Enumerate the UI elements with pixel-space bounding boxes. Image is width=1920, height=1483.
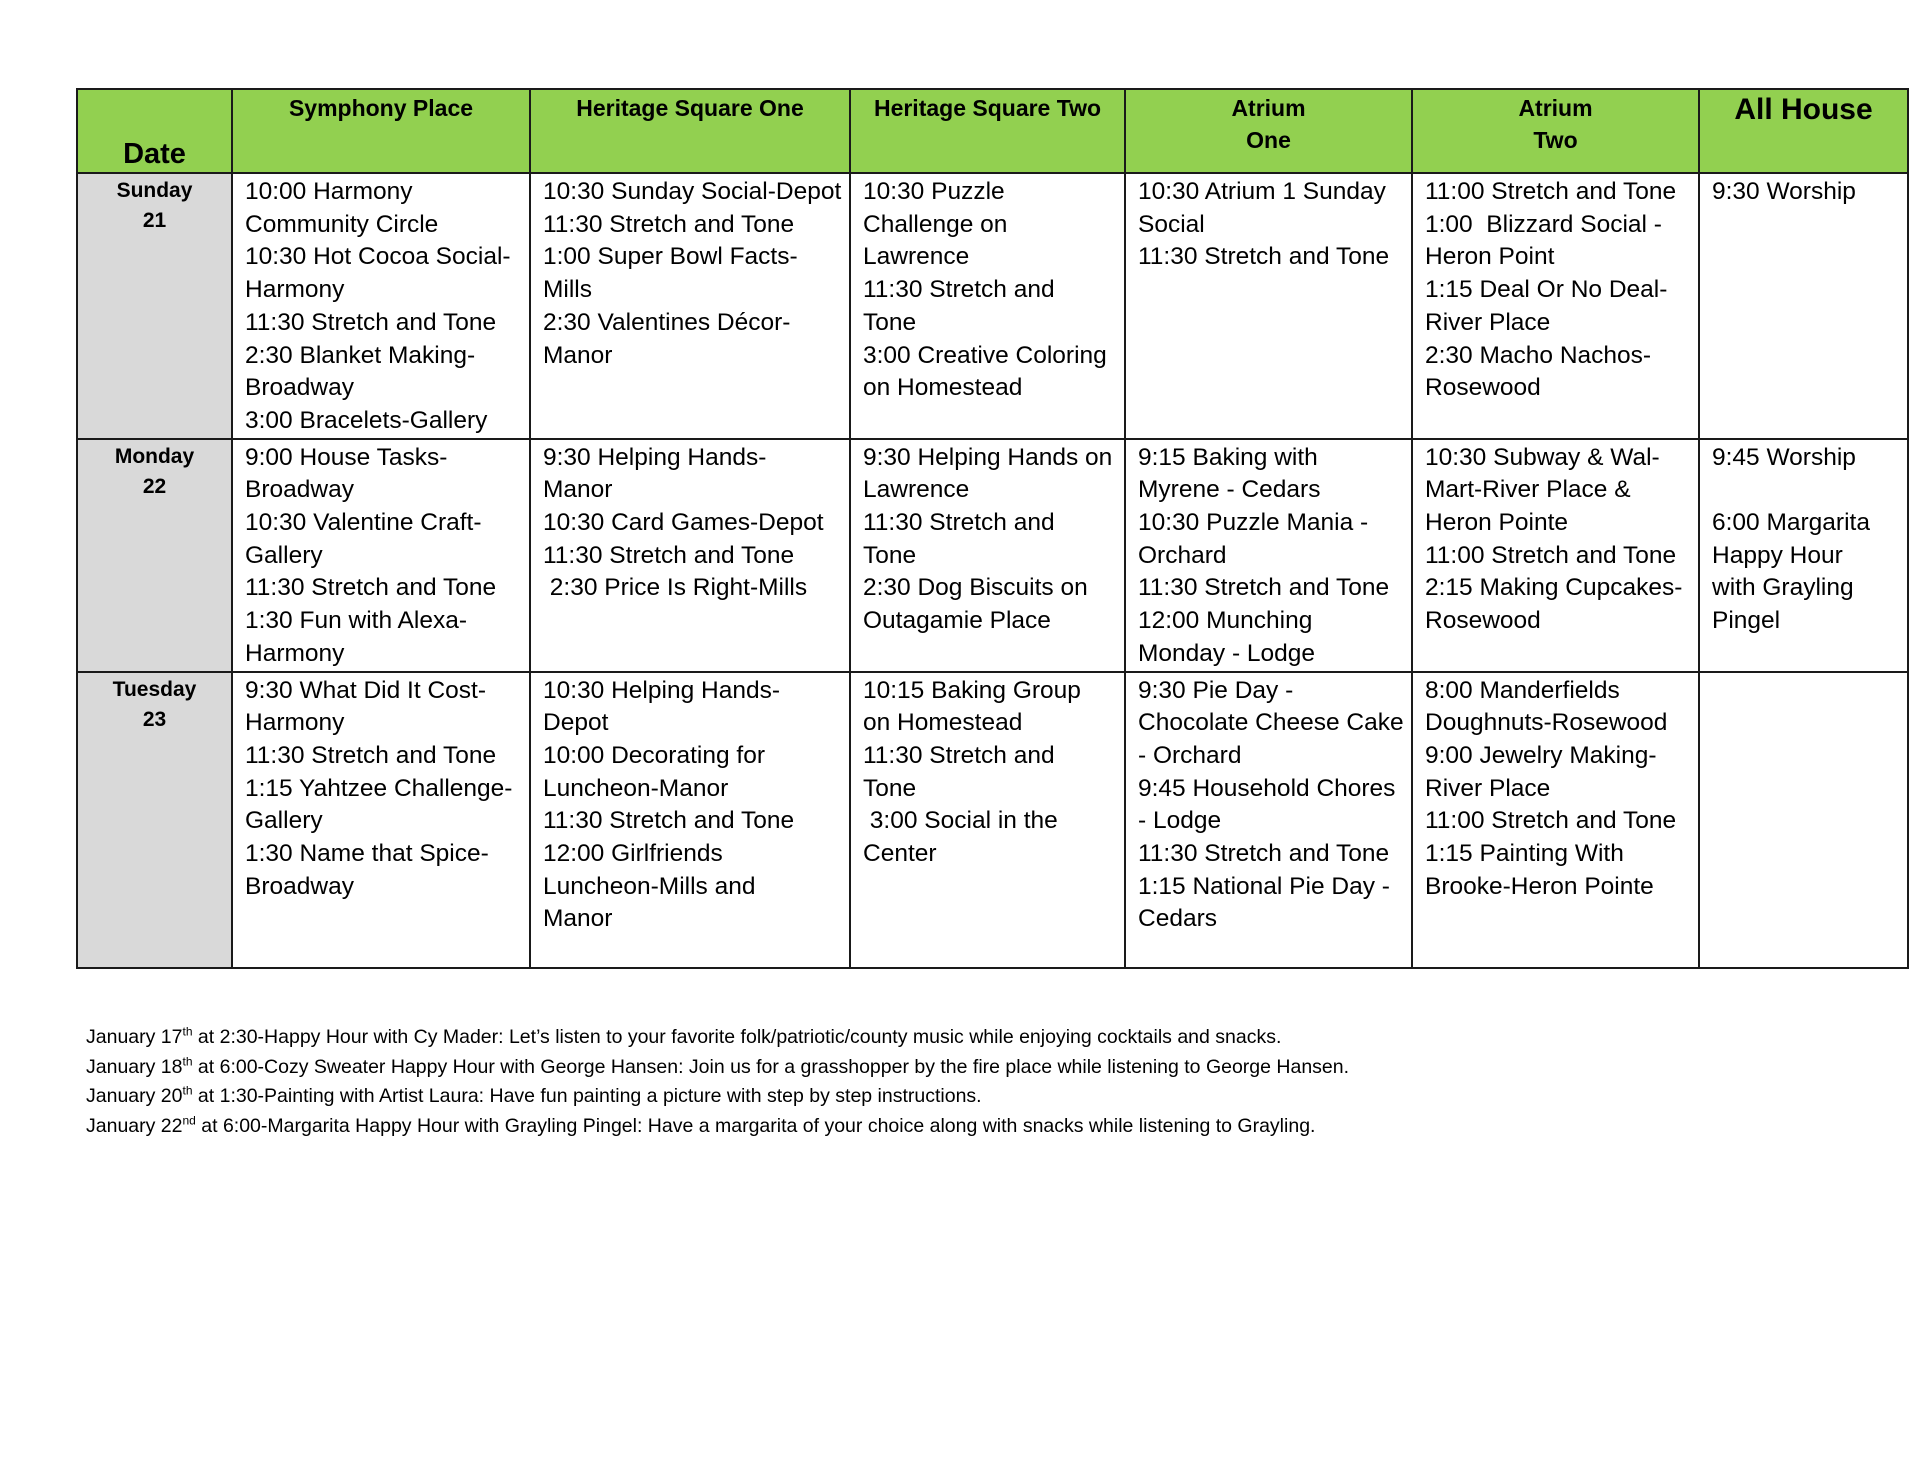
header-date: Date (77, 89, 232, 173)
event-line: Pingel (1712, 607, 1781, 635)
event-line: 11:30 Stretch and Tone (1138, 574, 1390, 602)
event-line: Doughnuts-Rosewood (1425, 709, 1668, 737)
date-cell (77, 672, 232, 968)
events-heritage-square-one (530, 439, 850, 672)
event-line: Monday - Lodge (1138, 639, 1316, 667)
day-number: 22 (142, 474, 167, 498)
header-all-house: All House (1699, 89, 1908, 173)
event-line: 11:30 Stretch and Tone (1138, 840, 1390, 868)
events-atrium-one (1125, 173, 1412, 439)
event-line: 1:15 Yahtzee Challenge- (245, 774, 513, 802)
event-line: 11:30 Stretch and Tone (245, 741, 497, 769)
event-line: 9:30 Helping Hands on (863, 443, 1113, 471)
note-line (86, 1112, 1886, 1142)
event-line: 10:30 Sunday Social-Depot (543, 178, 842, 205)
event-line: 2:30 Valentines Décor- (543, 308, 791, 336)
event-line: Lawrence (863, 476, 970, 504)
event-line: 11:30 Stretch and Tone (543, 807, 795, 835)
event-line: with Grayling (1712, 574, 1854, 602)
event-line: Manor (543, 476, 613, 504)
event-line: 11:30 Stretch and Tone (543, 210, 795, 238)
event-line: Broadway (245, 476, 354, 504)
event-line: 11:30 Stretch and Tone (543, 541, 795, 569)
events-atrium-two (1412, 173, 1699, 439)
event-line: 11:00 Stretch and Tone (1425, 541, 1677, 569)
day-row-monday (77, 439, 1908, 672)
event-line: Harmony (245, 639, 345, 667)
event-line: 10:00 Harmony (245, 178, 413, 205)
event-line: Manor (543, 905, 613, 933)
events-atrium-one (1125, 672, 1412, 968)
header-atrium-one: Atrium One (1125, 89, 1412, 173)
event-line: - Orchard (1138, 741, 1242, 769)
event-line: 9:30 What Did It Cost- (245, 676, 487, 704)
note-text: at 6:00-Cozy Sweater Happy Hour with George Hansen: Join us for a grasshopper by the fire place while listening to George Hansen. (192, 1055, 1350, 1078)
note-line (86, 1023, 1886, 1053)
events-atrium-one (1125, 439, 1412, 672)
note-line (86, 1053, 1886, 1083)
event-line: 2:30 Price Is Right-Mills (543, 574, 808, 602)
events-symphony-place (232, 173, 530, 439)
event-line: Harmony (245, 276, 345, 304)
event-line: 2:30 Macho Nachos- (1425, 341, 1652, 369)
note-ordinal: th (182, 1054, 193, 1068)
events-heritage-square-one (530, 173, 850, 439)
event-line: Gallery (245, 807, 323, 835)
event-line: 9:00 Jewelry Making- (1425, 741, 1657, 769)
note-ordinal: th (182, 1083, 193, 1098)
event-line: Chocolate Cheese Cake (1138, 709, 1404, 737)
event-line: 2:30 Dog Biscuits on (863, 574, 1088, 602)
event-line: River Place (1425, 308, 1551, 336)
blank-line (1712, 474, 1901, 507)
event-line: Outagamie Place (863, 607, 1051, 635)
events-atrium-two (1412, 439, 1699, 672)
event-line: 8:00 Manderfields (1425, 676, 1620, 704)
event-line: 12:00 Munching (1138, 607, 1313, 635)
event-line: Center (863, 840, 937, 868)
note-ordinal: nd (182, 1113, 196, 1127)
note-date: January 18 (86, 1055, 183, 1078)
events-heritage-square-two (850, 672, 1125, 968)
events-atrium-two (1412, 672, 1699, 968)
event-line: 9:30 Helping Hands- (543, 443, 767, 471)
event-line: River Place (1425, 774, 1551, 802)
event-line: Mills (543, 276, 592, 304)
event-line: 10:15 Baking Group (863, 676, 1081, 704)
event-line: Lawrence (863, 243, 970, 271)
event-line: Community Circle (245, 210, 439, 238)
event-line: Happy Hour (1712, 541, 1843, 569)
event-line: 3:00 Creative Coloring (863, 341, 1107, 369)
events-heritage-square-two (850, 173, 1125, 439)
event-line: 11:30 Stretch and (863, 276, 1055, 304)
event-line: Cedars (1138, 905, 1217, 933)
event-line: 1:30 Name that Spice- (245, 840, 489, 868)
events-symphony-place (232, 439, 530, 672)
day-number: 23 (142, 707, 167, 731)
event-line: 12:00 Girlfriends (543, 840, 723, 868)
event-line: Social (1138, 210, 1205, 238)
event-line: 1:00 Super Bowl Facts- (543, 243, 798, 271)
event-line: Depot (543, 709, 609, 737)
event-line: 1:15 Deal Or No Deal- (1425, 276, 1668, 304)
event-line: 11:00 Stretch and Tone (1425, 807, 1677, 835)
event-line: 10:30 Puzzle (863, 178, 1005, 205)
event-line: Tone (863, 774, 917, 802)
event-line: 11:30 Stretch and (863, 741, 1055, 769)
event-line: 1:30 Fun with Alexa- (245, 607, 467, 635)
event-line: Gallery (245, 541, 323, 569)
note-date: January 22 (86, 1114, 183, 1137)
event-line: 9:30 Worship (1712, 178, 1856, 205)
event-line: Challenge on (863, 210, 1008, 238)
event-line: on Homestead (863, 374, 1023, 402)
header-heritage-square-two: Heritage Square Two (850, 89, 1125, 173)
event-line: 11:30 Stretch and Tone (1138, 243, 1390, 271)
event-line: Myrene - Cedars (1138, 476, 1321, 504)
event-line: Luncheon-Manor (543, 774, 729, 802)
date-cell (77, 439, 232, 672)
event-line: 11:30 Stretch and Tone (245, 308, 497, 336)
header-atrium-two: Atrium Two (1412, 89, 1699, 173)
day-name: Monday (114, 444, 195, 468)
day-name: Tuesday (112, 677, 197, 701)
event-line: 9:00 House Tasks- (245, 443, 448, 471)
events-heritage-square-one (530, 672, 850, 968)
note-text: at 1:30-Painting with Artist Laura: Have fun painting a picture with step by step instructions. (192, 1085, 982, 1107)
event-line: 9:45 Household Chores (1138, 774, 1396, 802)
event-line: Heron Point (1425, 243, 1555, 271)
events-all-house (1699, 672, 1908, 968)
event-notes (86, 1023, 1886, 1141)
event-line: Rosewood (1425, 374, 1541, 402)
note-text: at 6:00-Margarita Happy Hour with Grayling Pingel: Have a margarita of your choice along with snacks while listening to Grayling. (195, 1114, 1316, 1137)
note-line (86, 1082, 1886, 1112)
event-line: 6:00 Margarita (1712, 509, 1870, 537)
event-line: 11:30 Stretch and Tone (245, 574, 497, 602)
events-symphony-place (232, 672, 530, 968)
event-line: 9:15 Baking with (1138, 443, 1318, 471)
event-line: 1:15 Painting With (1425, 840, 1624, 868)
event-line: Mart-River Place & (1425, 476, 1631, 504)
event-line: 3:00 Social in the (863, 807, 1058, 835)
event-line: 2:15 Making Cupcakes- (1425, 574, 1683, 602)
event-line: 1:00 Blizzard Social - (1425, 210, 1662, 238)
event-line: 3:00 Bracelets-Gallery (245, 406, 488, 434)
event-line: on Homestead (863, 709, 1023, 737)
header-heritage-square-one: Heritage Square One (530, 89, 850, 173)
events-heritage-square-two (850, 439, 1125, 672)
event-line: 10:00 Decorating for (543, 741, 765, 769)
event-line: 10:30 Card Games-Depot (543, 509, 824, 537)
event-line: Manor (543, 341, 613, 369)
event-line: Brooke-Heron Pointe (1425, 872, 1654, 900)
day-number: 21 (142, 209, 167, 232)
event-line: 9:30 Pie Day - (1138, 676, 1294, 704)
event-line: Tone (863, 541, 917, 569)
note-date: January 20 (86, 1085, 183, 1107)
event-line: 11:30 Stretch and (863, 509, 1055, 537)
event-line: 9:45 Worship (1712, 443, 1856, 471)
header-symphony-place: Symphony Place (232, 89, 530, 173)
note-ordinal: th (182, 1024, 193, 1039)
event-line: 10:30 Hot Cocoa Social- (245, 243, 511, 271)
note-text: at 2:30-Happy Hour with Cy Mader: Let’s listen to your favorite folk/patriotic/county music while enjoying cocktails and snacks. (192, 1026, 1282, 1048)
date-cell (77, 173, 232, 439)
event-line: 10:30 Helping Hands- (543, 676, 780, 704)
event-line: Harmony (245, 709, 345, 737)
event-line: Rosewood (1425, 607, 1541, 635)
events-all-house (1699, 173, 1908, 439)
event-line: Tone (863, 308, 917, 336)
event-line: Orchard (1138, 541, 1227, 569)
activity-schedule-table (76, 88, 1909, 969)
day-name: Sunday (116, 179, 193, 202)
event-line: 11:00 Stretch and Tone (1425, 178, 1677, 205)
event-line: Heron Pointe (1425, 509, 1569, 537)
day-row-tuesday (77, 672, 1908, 968)
event-line: - Lodge (1138, 807, 1222, 835)
event-line: 10:30 Subway & Wal- (1425, 443, 1660, 471)
event-line: Broadway (245, 374, 354, 402)
event-line: 2:30 Blanket Making- (245, 341, 476, 369)
event-line: 10:30 Valentine Craft- (245, 509, 482, 537)
header-row (77, 89, 1908, 173)
event-line: Luncheon-Mills and (543, 872, 756, 900)
day-row-sunday (77, 173, 1908, 439)
event-line: Broadway (245, 872, 354, 900)
events-all-house (1699, 439, 1908, 672)
event-line: 10:30 Puzzle Mania - (1138, 509, 1369, 537)
note-date: January 17 (86, 1026, 183, 1048)
event-line: 1:15 National Pie Day - (1138, 872, 1390, 900)
event-line: 10:30 Atrium 1 Sunday (1138, 178, 1386, 205)
